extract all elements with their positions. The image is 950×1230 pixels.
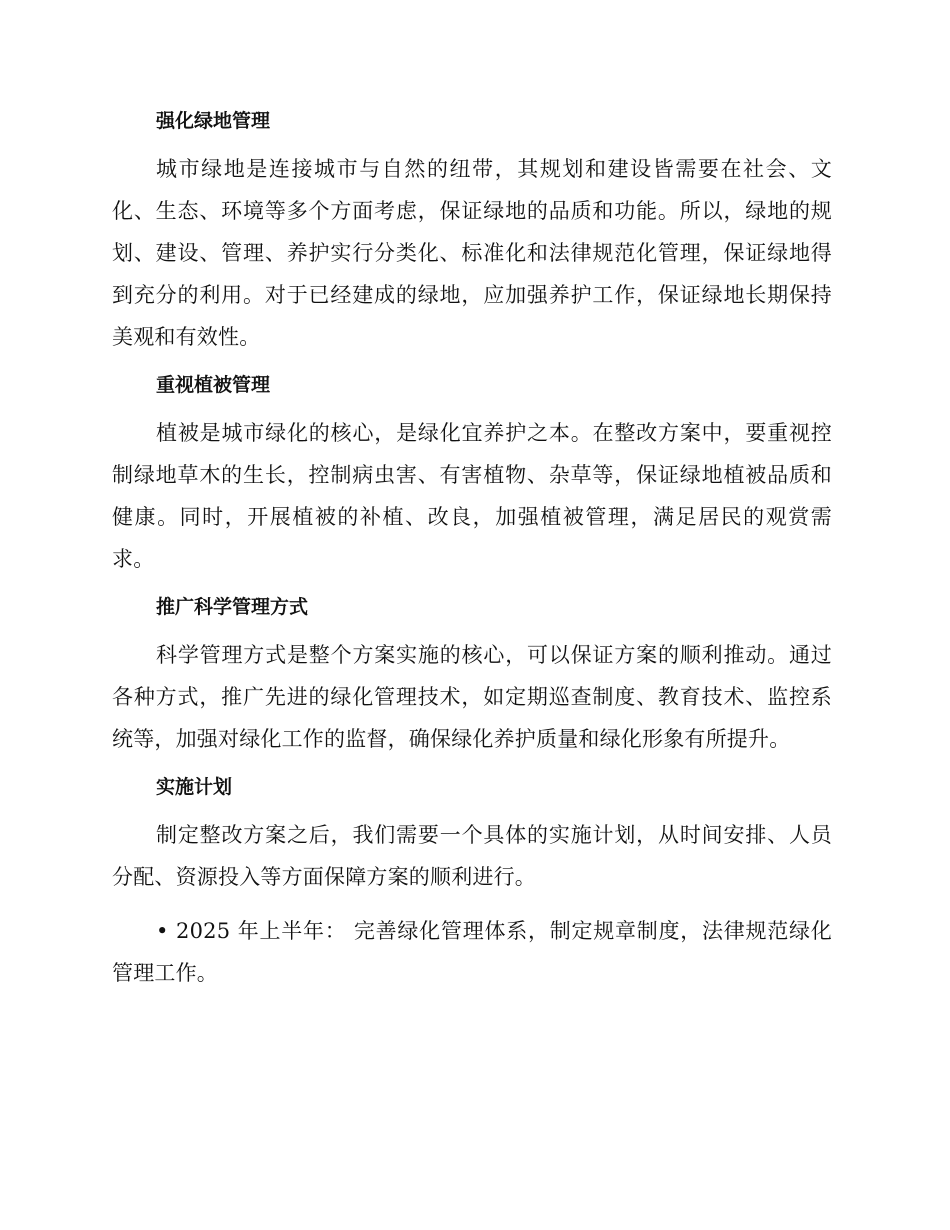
document-page [112,106,832,1006]
section-paragraph-vegetation: 植被是城市绿化的核心，是绿化宜养护之本。在整改方案中，要重视控制绿地草木的生长，控制病虫害、有害植物、杂草等，保证绿地植被品质和健康。同时，开展植被的补植、改良，加强植被管理，满足居民的观赏需求。 [112,421,832,571]
plan-list-item: • 2025 年上半年： 完善绿化管理体系，制定规章制度，法律规范绿化管理工作。 [112,919,832,985]
section-heading-greenspace: 强化绿地管理 [156,110,271,132]
section-paragraph-greenspace: 城市绿地是连接城市与自然的纽带，其规划和建设皆需要在社会、文化、生态、环境等多个方面考虑，保证绿地的品质和功能。所以，绿地的规划、建设、管理、养护实行分类化、标准化和法律规范化管理，保证绿地得到充分的利用。对于已经建成的绿地，应加强养护工作，保证绿地长期保持美观和有效性。 [112,157,832,349]
section-heading-scientific-management: 推广科学管理方式 [156,596,309,618]
section-heading-implementation-plan: 实施计划 [156,776,233,798]
section-paragraph-implementation-plan: 制定整改方案之后，我们需要一个具体的实施计划，从时间安排、人员分配、资源投入等方面保障方案的顺利进行。 [112,823,832,889]
section-heading-vegetation: 重视植被管理 [156,374,271,396]
section-paragraph-scientific-management: 科学管理方式是整个方案实施的核心，可以保证方案的顺利推动。通过各种方式，推广先进的绿化管理技术，如定期巡查制度、教育技术、监控系统等，加强对绿化工作的监督，确保绿化养护质量和绿化形象有所提升。 [112,643,832,751]
